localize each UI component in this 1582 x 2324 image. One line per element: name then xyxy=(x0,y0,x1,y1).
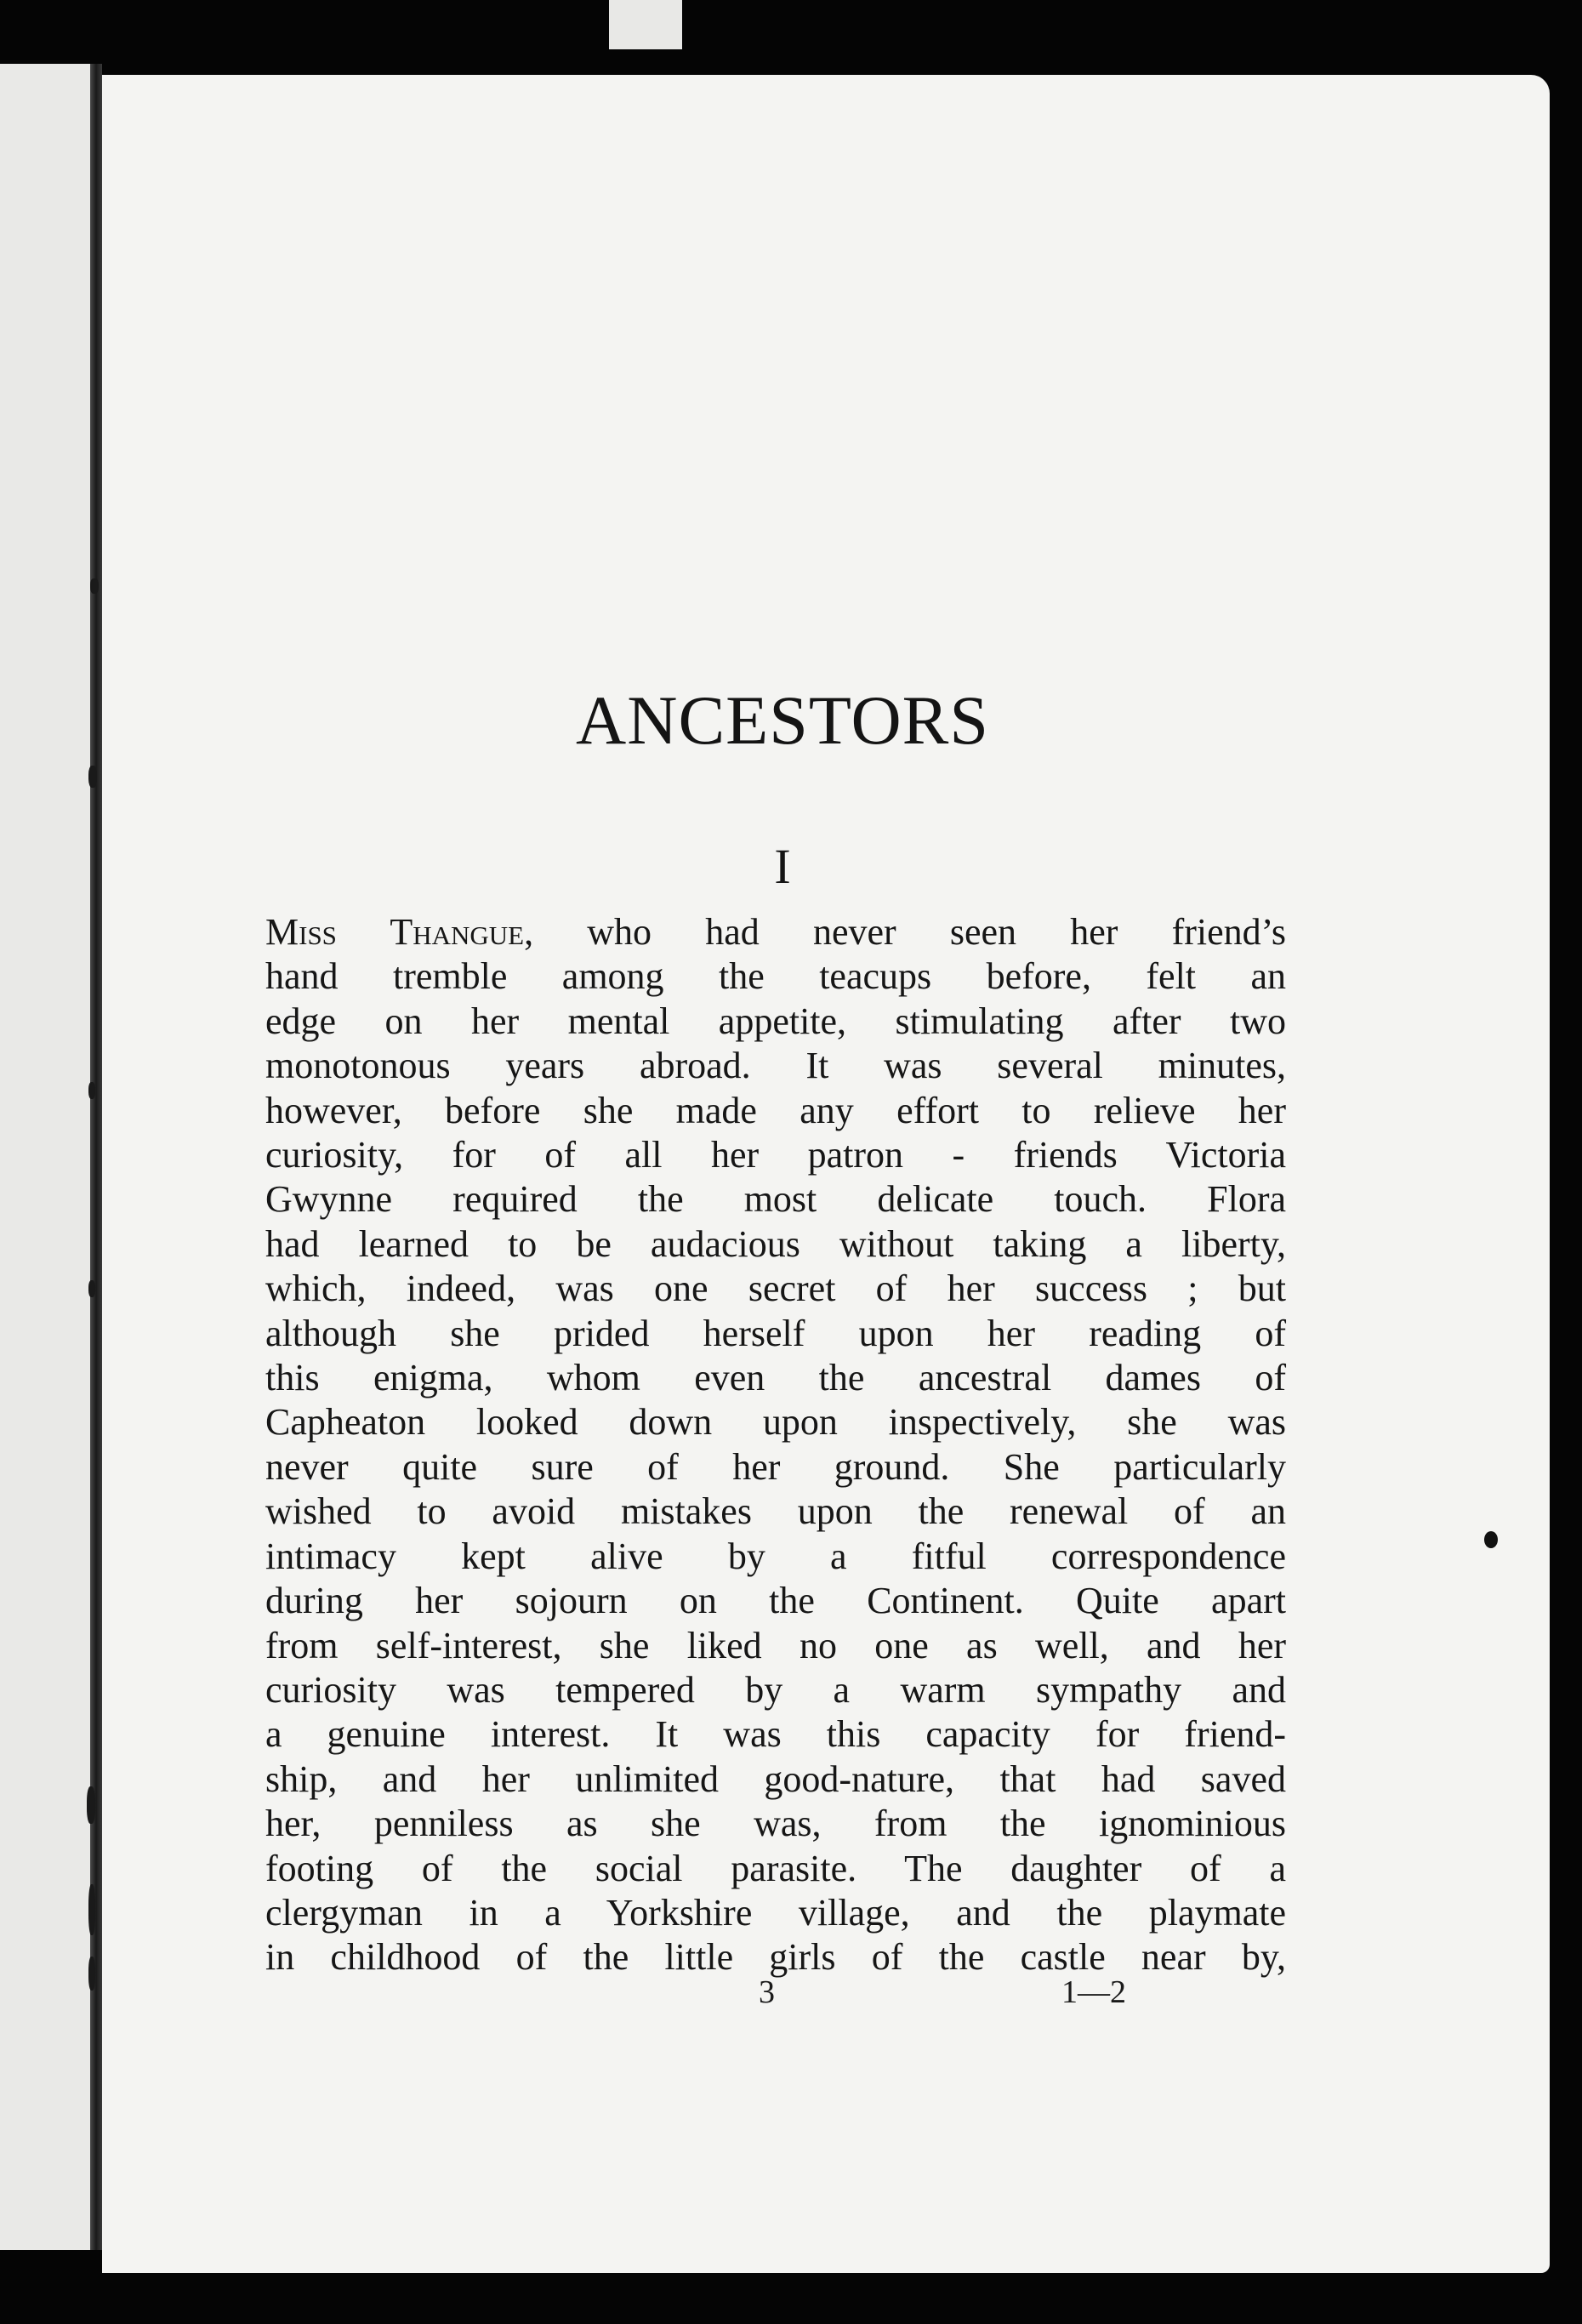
chapter-number: I xyxy=(774,839,791,894)
text-line: curiosity, for of all her patron - friends Victoria xyxy=(265,1134,1286,1176)
text-line: monotonous years abroad. It was several minutes, xyxy=(265,1045,1286,1087)
text-line: edge on her mental appetite, stimulating after two xyxy=(265,1000,1286,1042)
text-line: her, penniless as she was, from the ignominious xyxy=(265,1803,1286,1845)
binding-mark xyxy=(88,1280,95,1297)
text-line: Gwynne required the most delicate touch. Flora xyxy=(265,1178,1286,1221)
binding-mark xyxy=(88,1957,95,1991)
text-line: wished to avoid mistakes upon the renewal of an xyxy=(265,1490,1286,1533)
body-text xyxy=(265,910,1286,1980)
text-line: intimacy kept alive by a fitful correspondence xyxy=(265,1535,1286,1577)
text-line: Capheaton looked down upon inspectively, she was xyxy=(265,1401,1286,1444)
facing-page-edge xyxy=(0,64,95,2250)
text-line: which, indeed, was one secret of her success ; but xyxy=(265,1267,1286,1310)
text-line: although she prided herself upon her reading of xyxy=(265,1312,1286,1354)
text-line: ship, and her unlimited good-nature, that had saved xyxy=(265,1757,1286,1800)
binding-mark xyxy=(88,1884,95,1935)
text-line: clergyman in a Yorkshire village, and the playmate xyxy=(265,1891,1286,1934)
page-tab-mark xyxy=(609,0,682,49)
text-line: never quite sure of her ground. She particularly xyxy=(265,1445,1286,1488)
small-caps-name: Miss Thangue xyxy=(265,911,525,953)
text-line: in childhood of the little girls of the castle near by, xyxy=(265,1936,1286,1979)
text-line: curiosity was tempered by a warm sympathy and xyxy=(265,1668,1286,1711)
text-line: footing of the social parasite. The daughter of a xyxy=(265,1847,1286,1889)
text-line: hand tremble among the teacups before, felt an xyxy=(265,955,1286,998)
binding-mark xyxy=(87,1786,95,1824)
book-title: ANCESTORS xyxy=(576,681,989,759)
binding-mark xyxy=(88,1082,95,1099)
text-line: during her sojourn on the Continent. Quite apart xyxy=(265,1580,1286,1622)
binding-mark xyxy=(90,578,99,594)
margin-dot xyxy=(1484,1531,1498,1548)
text-line: this enigma, whom even the ancestral dames of xyxy=(265,1357,1286,1399)
binding-mark xyxy=(88,766,97,788)
text-line: from self-interest, she liked no one as well, and her xyxy=(265,1624,1286,1666)
line-text: , who had never seen her friend’s xyxy=(524,911,1286,953)
text-line: a genuine interest. It was this capacity for friend- xyxy=(265,1713,1286,1756)
signature-mark: 1—2 xyxy=(1061,1974,1126,2010)
text-line: had learned to be audacious without taking a liberty, xyxy=(265,1222,1286,1265)
text-line: however, before she made any effort to relieve her xyxy=(265,1089,1286,1131)
text-line xyxy=(265,910,1286,954)
page-number: 3 xyxy=(759,1974,775,2010)
